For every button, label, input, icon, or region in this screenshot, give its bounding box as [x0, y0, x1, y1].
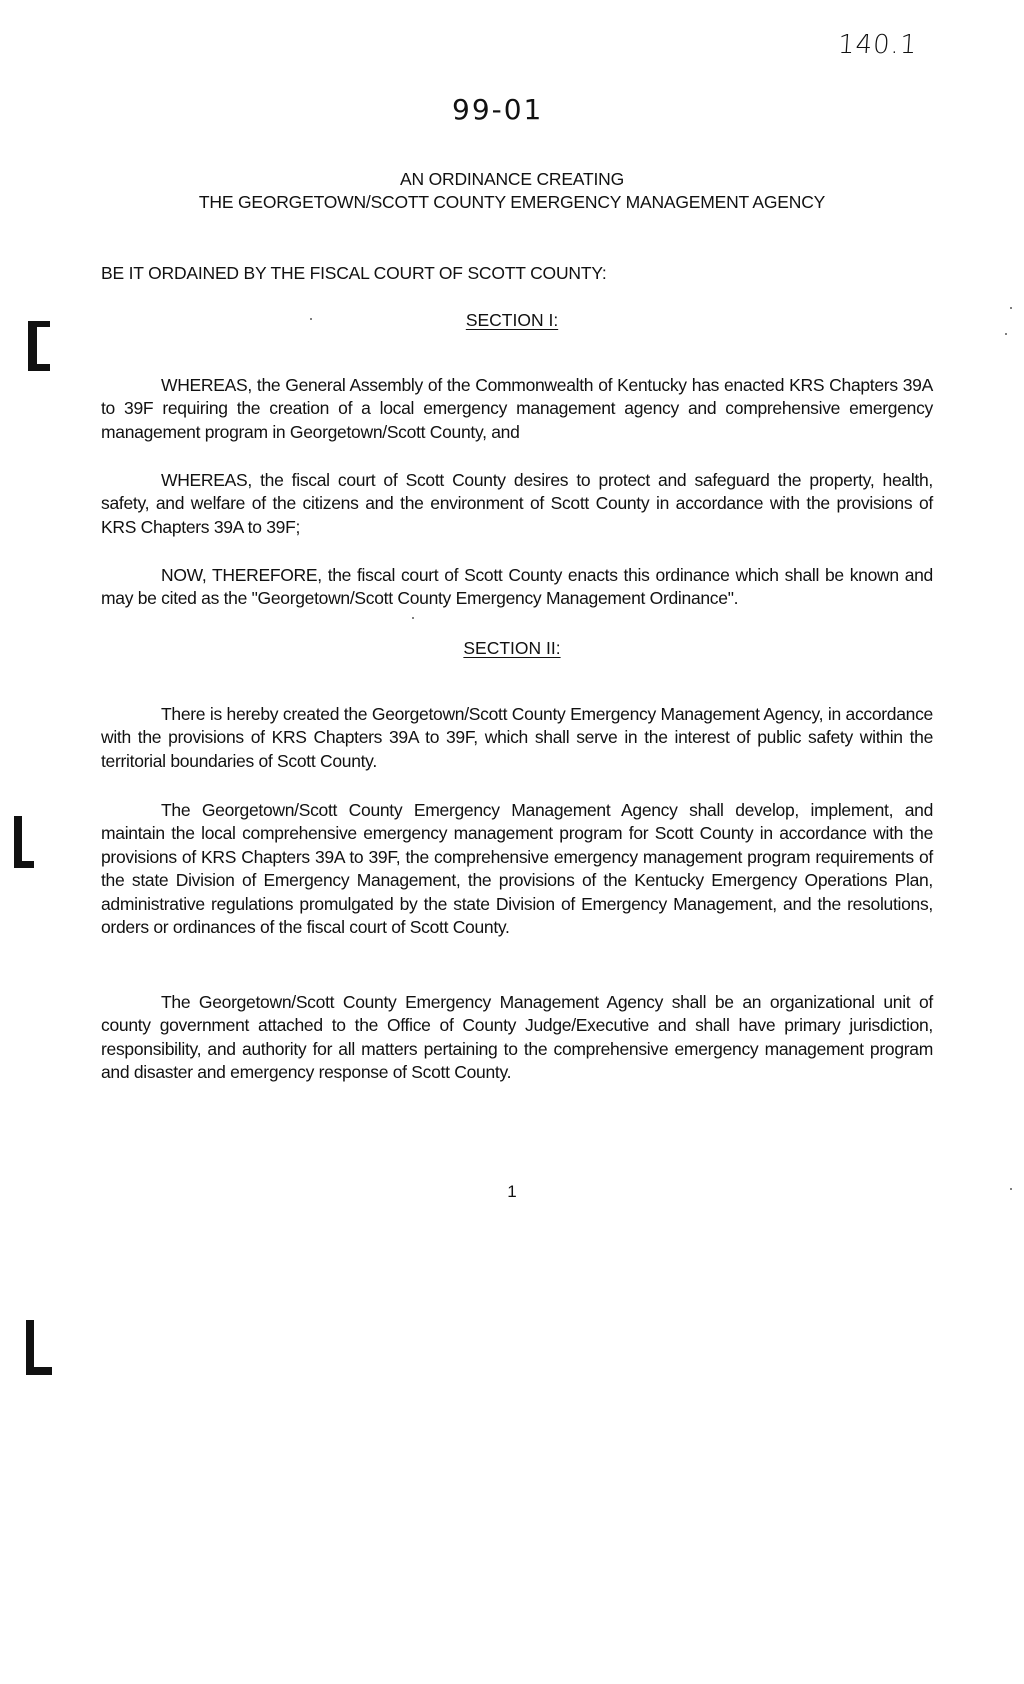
document-title-line-2: THE GEORGETOWN/SCOTT COUNTY EMERGENCY MANAGEMENT AGENCY — [198, 192, 826, 212]
enacting-clause: BE IT ORDAINED BY THE FISCAL COURT OF SCOTT COUNTY: — [101, 263, 607, 283]
page-number: 1 — [507, 1182, 517, 1201]
scan-speck — [1010, 307, 1012, 309]
section-1-heading — [0, 310, 1024, 331]
section-2-heading-text: SECTION II: — [463, 638, 561, 658]
handwritten-ordinance-number: 99-01 — [452, 93, 544, 126]
binder-punch-mark — [26, 1320, 52, 1375]
section-1-paragraph-3: NOW, THEREFORE, the fiscal court of Scott County enacts this ordinance which shall be known and may be cited as the "Georgetown/Scott County Emergency Management Ordinance". — [101, 564, 933, 608]
scan-speck — [1005, 333, 1007, 335]
section-1-heading-text: SECTION I: — [465, 310, 559, 330]
document-title-line-1: AN ORDINANCE CREATING — [400, 169, 624, 189]
section-1-paragraph-2: WHEREAS, the fiscal court of Scott County desires to protect and safeguard the property, health, safety, and welfare of the citizens and the environment of Scott County in accordance with the provisions of KRS Chapters 39A to 39F; — [101, 469, 933, 537]
section-2-paragraph-3: The Georgetown/Scott County Emergency Management Agency shall be an organizational unit of county government attached to the Office of County Judge/Executive and shall have primary jurisdiction, responsibility, and authority for all matters pertaining to the comprehensive emergency management program and disaster and emergency response of Scott County. — [101, 991, 933, 1082]
section-2-heading — [0, 638, 1024, 659]
section-2-paragraph-2: The Georgetown/Scott County Emergency Management Agency shall develop, implement, and maintain the local comprehensive emergency management program for Scott County in accordance with the provisions of KRS Chapters 39A to 39F, the comprehensive emergency management program requirements of the state Division of Emergency Management, the provisions of the Kentucky Emergency Operations Plan, administrative regulations promulgated by the state Division of Emergency Management, and the resolutions, orders or ordinances of the fiscal court of Scott County. — [101, 799, 933, 937]
scan-speck — [310, 318, 312, 320]
handwritten-page-reference: 140.1 — [836, 30, 919, 60]
section-1-paragraph-1: WHEREAS, the General Assembly of the Commonwealth of Kentucky has enacted KRS Chapters 39A to 39F requiring the creation of a local emergency management agency and comprehensive emergency management program in Georgetown/Scott County, and — [101, 374, 933, 442]
scan-speck — [412, 617, 414, 619]
scan-speck — [1010, 1188, 1012, 1190]
section-2-paragraph-1: There is hereby created the Georgetown/Scott County Emergency Management Agency, in accordance with the provisions of KRS Chapters 39A to 39F, which shall serve in the interest of public safety within the territorial boundaries of Scott County. — [101, 703, 933, 771]
binder-punch-mark — [14, 816, 34, 868]
binder-punch-mark — [28, 321, 50, 371]
